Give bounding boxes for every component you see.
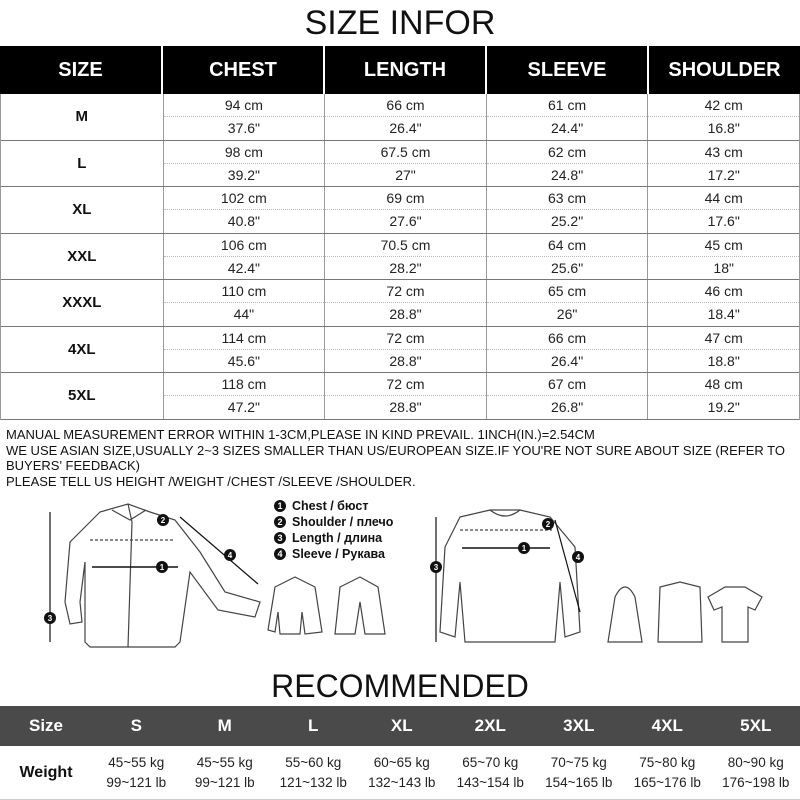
shoulder-inch: 17.2" [707, 166, 740, 183]
length-inch: 27" [395, 166, 416, 183]
sleeve-cm: 65 cm [487, 280, 648, 303]
sleeve-cell [487, 141, 649, 187]
chest-inch: 45.6" [227, 352, 260, 369]
shoulder-cm: 47 cm [648, 327, 799, 350]
weight-kg: 70~75 kg [550, 754, 607, 770]
shoulder-inch: 18.4" [707, 306, 740, 323]
recommended-size: 4XL [651, 716, 683, 735]
sleeve-cell [487, 187, 649, 233]
length-inch: 27.6" [389, 213, 422, 230]
legend-item: 1 Chest / бюст [274, 498, 393, 514]
size-table [0, 46, 800, 420]
size-row [1, 187, 799, 234]
shoulder-cm: 48 cm [648, 373, 799, 396]
size-label: XL [1, 187, 164, 233]
recommended-title: RECOMMENDED [271, 668, 529, 704]
length-cell [325, 234, 487, 280]
weight-kg: 80~90 kg [727, 754, 784, 770]
sleeve-cell [487, 234, 649, 280]
length-cell [325, 327, 487, 373]
shoulder-cell [648, 327, 799, 373]
weight-cell [535, 746, 624, 799]
weight-cell [92, 746, 181, 799]
weight-cell [269, 746, 358, 799]
recommended-size: S [130, 716, 142, 735]
weight-lb: 143~154 lb [456, 774, 524, 790]
shoulder-cell [648, 373, 799, 419]
shoulder-cell [648, 280, 799, 326]
chest-cm: 110 cm [164, 280, 325, 303]
chest-cm: 106 cm [164, 234, 325, 257]
chest-inch: 39.2" [227, 166, 260, 183]
weight-lb: 99~121 lb [106, 774, 167, 790]
marker-3: 3 [433, 563, 439, 572]
sleeve-inch: 25.6" [550, 259, 584, 276]
weight-cell [623, 746, 712, 799]
note-line: WE USE ASIAN SIZE,USUALLY 2~3 SIZES SMALLER THAN US/EUROPEAN SIZE.IF YOU'RE NOT SURE ABOUT SIZE (REFER TO BUYERS' FEEDBACK) [6, 442, 785, 473]
legend-item: 2 Shoulder / плечо [274, 514, 393, 530]
marker-3: 3 [47, 614, 53, 623]
chest-cell [164, 187, 326, 233]
sleeve-inch: 26.8" [550, 399, 584, 416]
length-cm: 69 cm [325, 187, 486, 210]
length-inch: 28.8" [389, 352, 422, 369]
shoulder-cm: 45 cm [648, 234, 799, 257]
size-row [1, 234, 799, 281]
weight-kg: 75~80 kg [639, 754, 696, 770]
length-cm: 72 cm [325, 373, 486, 396]
shoulder-cm: 43 cm [648, 141, 799, 164]
size-row [1, 94, 799, 141]
size-label: L [1, 141, 164, 187]
size-label: XXL [1, 234, 164, 280]
chest-cm: 114 cm [164, 327, 325, 350]
sleeve-inch: 26.4" [550, 352, 584, 369]
recommended-header [0, 706, 800, 746]
length-inch: 28.8" [389, 306, 422, 323]
page-title: SIZE INFOR [304, 4, 496, 42]
shoulder-cell [648, 187, 799, 233]
weight-lb: 165~176 lb [633, 774, 701, 790]
shoulder-cm: 44 cm [648, 187, 799, 210]
size-row [1, 280, 799, 327]
sleeve-inch: 24.4" [550, 120, 584, 137]
chest-inch: 40.8" [227, 213, 260, 230]
sleeve-cell [487, 373, 649, 419]
marker-2: 2 [545, 520, 551, 529]
length-cm: 72 cm [325, 327, 486, 350]
shoulder-cell [648, 94, 799, 140]
length-cell [325, 373, 487, 419]
measurement-illustration [0, 492, 800, 667]
measurement-legend [274, 498, 393, 562]
weight-cell [712, 746, 800, 799]
shoulder-inch: 18.8" [707, 352, 740, 369]
size-row [1, 373, 799, 420]
recommended-size: 2XL [474, 716, 506, 735]
length-cell [325, 280, 487, 326]
legend-item: 3 Length / длина [274, 530, 393, 546]
recommended-size: XL [390, 716, 413, 735]
weight-cell [446, 746, 535, 799]
size-table-body [0, 94, 800, 420]
legend-item: 4 Sleeve / Рукава [274, 546, 393, 562]
weight-cell [181, 746, 270, 799]
chest-cell [164, 141, 326, 187]
length-cm: 67.5 cm [325, 141, 486, 164]
shoulder-cm: 46 cm [648, 280, 799, 303]
weight-kg: 60~65 kg [373, 754, 430, 770]
header-size: SIZE [0, 46, 163, 94]
shoulder-inch: 17.6" [707, 213, 740, 230]
shoulder-inch: 16.8" [707, 120, 740, 137]
recommended-size: L [308, 716, 319, 735]
weight-kg: 45~55 kg [108, 754, 165, 770]
weight-lb: 121~132 lb [279, 774, 347, 790]
chest-inch: 37.6" [227, 120, 260, 137]
chest-inch: 44" [233, 306, 255, 323]
marker-1: 1 [521, 544, 527, 553]
weight-row [0, 746, 800, 800]
marker-1: 1 [159, 563, 165, 572]
shoulder-cell [648, 141, 799, 187]
sleeve-cm: 63 cm [487, 187, 648, 210]
length-cm: 72 cm [325, 280, 486, 303]
shoulder-inch: 19.2" [707, 399, 740, 416]
length-cell [325, 141, 487, 187]
sleeve-cm: 64 cm [487, 234, 648, 257]
chest-cm: 118 cm [164, 373, 325, 396]
weight-lb: 99~121 lb [194, 774, 255, 790]
weight-kg: 65~70 kg [462, 754, 519, 770]
weight-cell [358, 746, 447, 799]
chest-cm: 98 cm [164, 141, 325, 164]
header-length: LENGTH [325, 46, 487, 94]
sleeve-inch: 25.2" [550, 213, 584, 230]
size-label: 5XL [1, 373, 164, 419]
marker-4: 4 [575, 553, 581, 562]
length-inch: 28.8" [389, 399, 422, 416]
size-table-header [0, 46, 800, 94]
measurement-notes [6, 427, 796, 489]
weight-label: Weight [19, 763, 73, 781]
sleeve-cm: 66 cm [487, 327, 648, 350]
sleeve-cell [487, 280, 649, 326]
shoulder-inch: 18" [713, 259, 734, 276]
marker-2: 2 [160, 516, 166, 525]
sleeve-inch: 26" [556, 306, 578, 323]
sleeve-cm: 62 cm [487, 141, 648, 164]
weight-lb: 154~165 lb [545, 774, 613, 790]
size-label: 4XL [1, 327, 164, 373]
header-chest: CHEST [163, 46, 325, 94]
shoulder-cm: 42 cm [648, 94, 799, 117]
chest-cm: 94 cm [164, 94, 325, 117]
size-row [1, 141, 799, 188]
weight-kg: 45~55 kg [196, 754, 253, 770]
sleeve-cm: 61 cm [487, 94, 648, 117]
chest-cm: 102 cm [164, 187, 325, 210]
shoulder-cell [648, 234, 799, 280]
size-label: M [1, 94, 164, 140]
length-inch: 26.4" [389, 120, 422, 137]
chest-cell [164, 94, 326, 140]
marker-4: 4 [227, 551, 233, 560]
weight-kg: 55~60 kg [285, 754, 342, 770]
header-sleeve: SLEEVE [487, 46, 649, 94]
sleeve-cell [487, 327, 649, 373]
recommended-size: M [217, 716, 232, 735]
sleeve-cm: 67 cm [487, 373, 648, 396]
recommended-size: 5XL [740, 716, 772, 735]
chest-cell [164, 327, 326, 373]
header-size-label: Size [28, 716, 64, 735]
chest-inch: 47.2" [227, 399, 260, 416]
length-inch: 28.2" [389, 259, 422, 276]
chest-cell [164, 280, 326, 326]
length-cm: 70.5 cm [325, 234, 486, 257]
sleeve-inch: 24.8" [550, 166, 584, 183]
header-shoulder: SHOULDER [668, 59, 781, 81]
shirt-illustration [0, 492, 800, 667]
sleeve-cell [487, 94, 649, 140]
note-line: PLEASE TELL US HEIGHT /WEIGHT /CHEST /SLEEVE /SHOULDER. [6, 473, 416, 489]
length-cell [325, 187, 487, 233]
recommended-size: 3XL [563, 716, 595, 735]
length-cell [325, 94, 487, 140]
size-row [1, 327, 799, 374]
length-cm: 66 cm [325, 94, 486, 117]
note-line: MANUAL MEASUREMENT ERROR WITHIN 1-3CM,PLEASE IN KIND PREVAIL. 1INCH(IN.)=2.54CM [6, 427, 595, 442]
weight-lb: 132~143 lb [368, 774, 436, 790]
recommended-table [0, 706, 800, 800]
weight-lb: 176~198 lb [722, 774, 790, 790]
chest-cell [164, 373, 326, 419]
size-label: XXXL [1, 280, 164, 326]
chest-inch: 42.4" [227, 259, 260, 276]
chest-cell [164, 234, 326, 280]
